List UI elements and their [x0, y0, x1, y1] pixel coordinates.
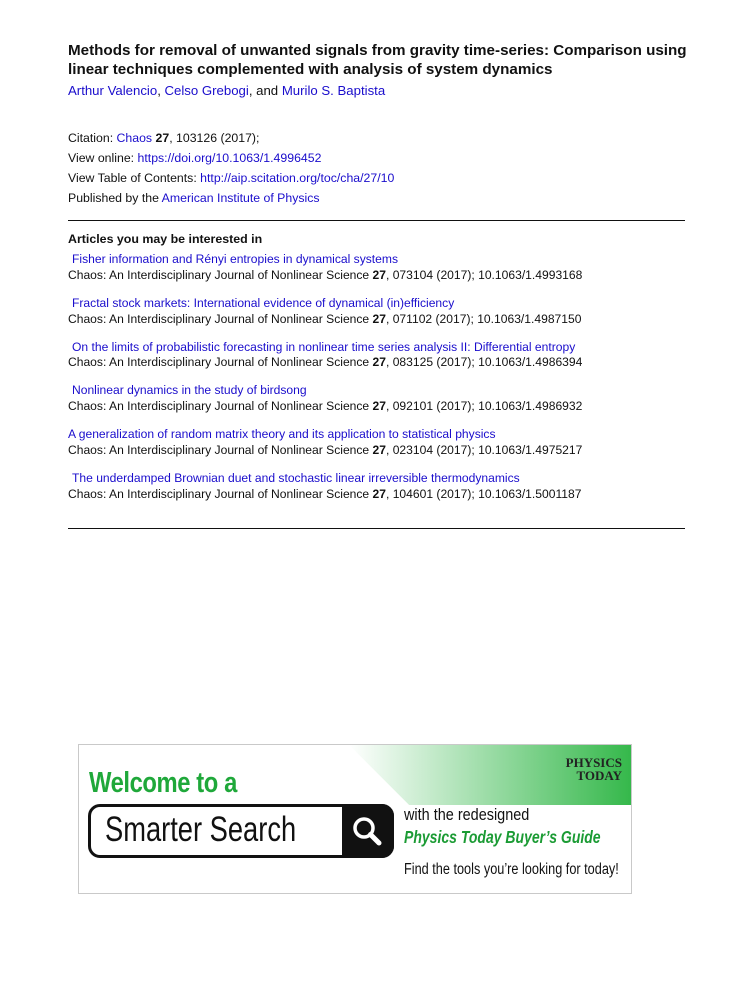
author-link[interactable]: Arthur Valencio	[68, 83, 158, 98]
paper-title-line-1: Methods for removal of unwanted signals from gravity time-series: Comparison using	[68, 42, 687, 59]
article-journal: Chaos: An Interdisciplinary Journal of Nonlinear Science	[68, 399, 373, 414]
article-reference: , 083125 (2017); 10.1063/1.4986394	[385, 355, 583, 370]
toc-line	[68, 168, 394, 188]
article-reference: , 104601 (2017); 10.1063/1.5001187	[385, 486, 582, 501]
publisher-line	[68, 188, 394, 208]
related-article-link[interactable]: Nonlinear dynamics in the study of birdsong	[72, 383, 307, 398]
ad-welcome-text: Welcome to a	[89, 767, 237, 799]
search-icon	[342, 804, 394, 858]
article-journal: Chaos: An Interdisciplinary Journal of Nonlinear Science	[68, 355, 373, 370]
article-journal: Chaos: An Interdisciplinary Journal of Nonlinear Science	[68, 486, 373, 501]
view-online-line	[68, 148, 394, 168]
related-article	[68, 340, 698, 384]
article-reference: , 023104 (2017); 10.1063/1.4975217	[385, 442, 583, 457]
article-journal: Chaos: An Interdisciplinary Journal of Nonlinear Science	[68, 267, 373, 282]
ad-buyers-guide-text: Physics Today Buyer’s Guide	[404, 827, 601, 847]
related-articles-list	[68, 252, 698, 515]
citation-rest: , 103126 (2017);	[169, 131, 260, 145]
advertisement-banner[interactable]	[78, 744, 632, 894]
article-volume: 27	[372, 267, 386, 282]
article-journal: Chaos: An Interdisciplinary Journal of Nonlinear Science	[68, 442, 373, 457]
publisher-label: Published by the	[68, 191, 162, 205]
article-reference: , 071102 (2017); 10.1063/1.4987150	[385, 311, 582, 326]
article-reference: , 092101 (2017); 10.1063/1.4986932	[385, 399, 583, 414]
author-separator: , and	[248, 83, 282, 98]
ad-search-box	[88, 804, 394, 858]
citation-line	[68, 128, 394, 148]
related-article	[68, 383, 698, 427]
journal-link[interactable]: Chaos	[116, 131, 153, 145]
paper-title	[68, 41, 698, 79]
physics-today-logo	[566, 756, 622, 782]
author-list	[68, 82, 385, 100]
toc-link[interactable]: http://aip.scitation.org/toc/cha/27/10	[200, 171, 395, 185]
related-article	[68, 296, 698, 340]
article-reference: , 073104 (2017); 10.1063/1.4993168	[385, 267, 583, 282]
paper-title-line-2: linear techniques complemented with analysis of system dynamics	[68, 61, 553, 78]
article-volume: 27	[372, 442, 386, 457]
related-article-citation	[68, 487, 698, 503]
related-article-link[interactable]: Fractal stock markets: International evidence of dynamical (in)efficiency	[72, 295, 455, 310]
toc-label: View Table of Contents:	[68, 171, 201, 185]
article-volume: 27	[372, 311, 386, 326]
related-article-link[interactable]: On the limits of probabilistic forecasting in nonlinear time series analysis II: Differential entropy	[72, 339, 576, 354]
related-article-citation	[68, 355, 698, 371]
related-article-link[interactable]: The underdamped Brownian duet and stochastic linear irreversible thermodynamics	[72, 470, 520, 485]
related-articles-heading: Articles you may be interested in	[68, 232, 263, 246]
author-link[interactable]: Murilo S. Baptista	[281, 83, 386, 98]
related-article	[68, 427, 698, 471]
logo-line: TODAY	[576, 768, 622, 783]
ad-with-text: with the redesigned	[404, 805, 530, 824]
article-journal: Chaos: An Interdisciplinary Journal of Nonlinear Science	[68, 311, 373, 326]
citation-block	[68, 128, 394, 208]
author-link[interactable]: Celso Grebogi	[164, 83, 249, 98]
logo-line: PHYSICS	[565, 755, 622, 770]
view-online-label: View online:	[68, 151, 138, 165]
divider-bottom	[68, 528, 685, 529]
author-separator: ,	[157, 83, 165, 98]
citation-volume: 27	[155, 131, 170, 145]
citation-label: Citation:	[68, 131, 117, 145]
related-article-citation	[68, 399, 698, 415]
article-volume: 27	[372, 399, 386, 414]
related-article-link[interactable]: Fisher information and Rényi entropies in dynamical systems	[72, 252, 398, 266]
ad-smarter-search-text: Smarter Search	[105, 810, 297, 849]
related-article-citation	[68, 268, 698, 284]
related-article-citation	[68, 443, 698, 459]
publisher-link[interactable]: American Institute of Physics	[161, 191, 320, 205]
article-volume: 27	[372, 355, 386, 370]
related-article	[68, 471, 698, 515]
ad-tools-text: Find the tools you’re looking for today!	[404, 861, 619, 878]
doi-link[interactable]: https://doi.org/10.1063/1.4996452	[137, 151, 322, 165]
related-article-link[interactable]: A generalization of random matrix theory and its application to statistical physics	[68, 427, 496, 442]
article-volume: 27	[372, 486, 386, 501]
related-article	[68, 252, 698, 296]
related-article-citation	[68, 312, 698, 328]
divider-top	[68, 220, 685, 221]
